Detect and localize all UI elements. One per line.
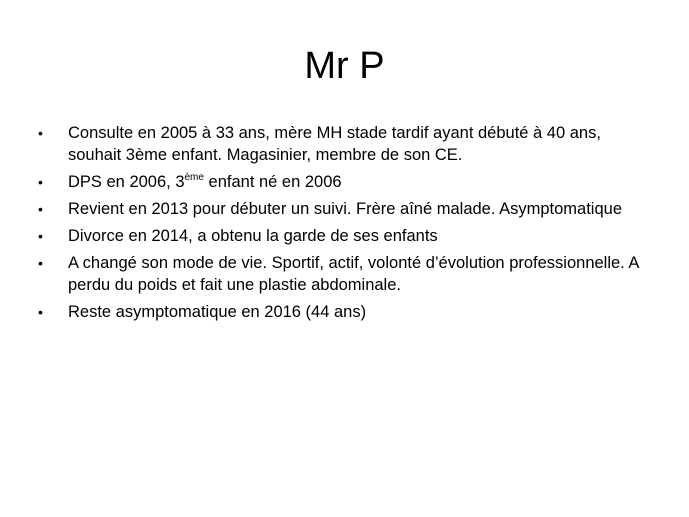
bullet-text-part: DPS en 2006, 3 xyxy=(68,173,185,191)
bullet-text: Revient en 2013 pour débuter un suivi. Frère aîné malade. Asymptomatique xyxy=(68,200,622,218)
bullet-item-4 xyxy=(38,225,658,247)
ordinal-superscript: ème xyxy=(184,171,204,183)
bullet-text: Divorce en 2014, a obtenu la garde de ses enfants xyxy=(68,227,438,245)
bullet-item-5 xyxy=(38,252,658,296)
bullet-icon: • xyxy=(38,125,43,141)
bullet-icon: • xyxy=(38,255,43,271)
bullet-item-6 xyxy=(38,301,658,323)
bullet-text-part: enfant né en 2006 xyxy=(203,173,342,191)
bullet-icon: • xyxy=(38,174,43,190)
bullet-text: A changé son mode de vie. Sportif, actif, volonté d’évolution professionnelle. A perdu du poids et fait une plastie abdominale. xyxy=(68,254,639,294)
bullet-item-2 xyxy=(38,171,658,193)
bullet-icon: • xyxy=(38,201,43,217)
bullet-text xyxy=(68,171,658,193)
bullet-item-3 xyxy=(38,198,658,220)
bullet-text: Consulte en 2005 à 33 ans, mère MH stade tardif ayant débuté à 40 ans, souhait 3ème enfant. Magasinier, membre de son CE. xyxy=(68,124,601,164)
bullet-item-1 xyxy=(38,122,658,166)
bullet-text: Reste asymptomatique en 2016 (44 ans) xyxy=(68,303,367,321)
slide-title: Mr P xyxy=(304,45,385,87)
bullet-icon: • xyxy=(38,304,43,320)
bullet-list xyxy=(38,122,658,328)
bullet-icon: • xyxy=(38,228,43,244)
